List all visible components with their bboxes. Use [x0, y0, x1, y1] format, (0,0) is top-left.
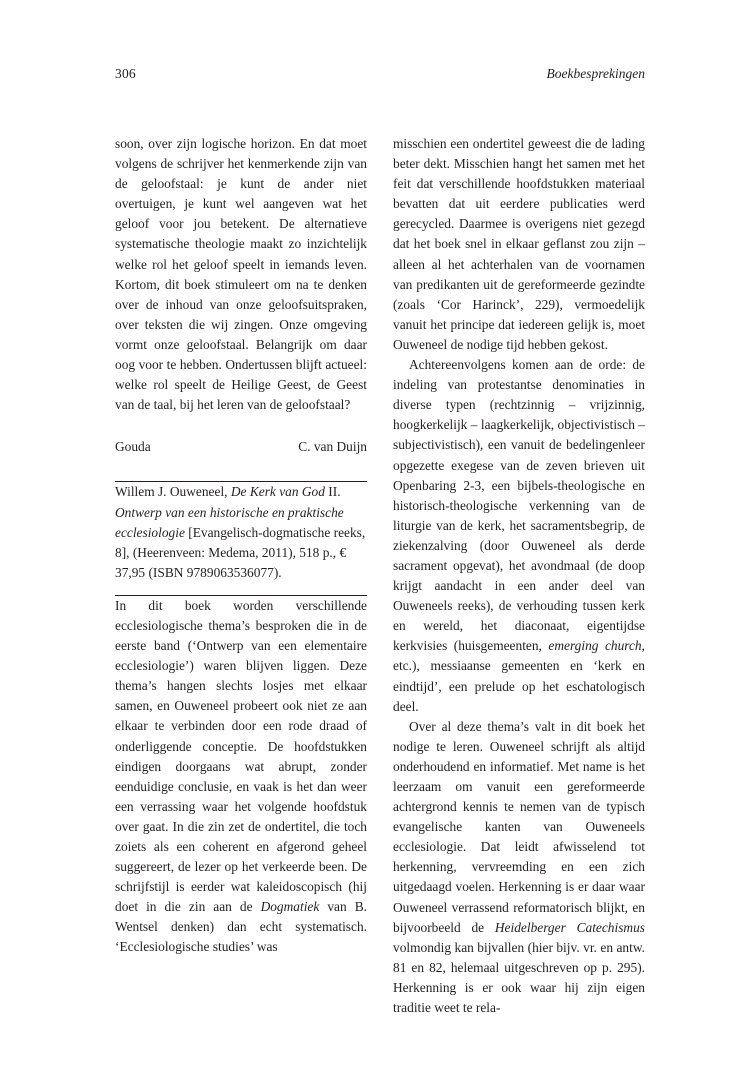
- bib-subtitle: Ontwerp van een historische en praktische ecclesiologie: [115, 504, 344, 540]
- right-column: [393, 134, 645, 1018]
- bib-title: De Kerk van God: [230, 484, 325, 500]
- p4-text-end: volmondig kan bijvallen (hier bijv. vr. en antw. 81 en 82, helemaal uitgeschreven op p. 295). Herkenning is er ook waar hij zijn eigen traditie weet te rela-: [393, 939, 645, 1016]
- page-number: 306: [115, 66, 136, 81]
- previous-review-ending: soon, over zijn logische horizon. En dat moet volgens de schrijver het kenmerkende zijn van de geloofstaal: je kunt de ander niet overtuigen, je kunt wel aangeven wat het geloof voor jou betekent. De alternatieve systematische theologie maakt zo inzichtelijk welke rol het geloof speelt in iemands leven. Kortom, dit boek stimuleert om na te denken over de inhoud van onze geloofsuitspraken, over teksten die wij zingen. Onze omgeving vormt onze geloofstaal. Belangrijk om daar oog voor te hebben. Ondertussen blijft actueel: welke rol speelt de Heilige Geest, de Geest van de taal, bij het leren van de geloofstaal?: [115, 136, 367, 413]
- review-text: In dit boek worden verschillende ecclesiologische thema’s besproken die in de eerste band (‘Ontwerp van een elementaire ecclesiologie’) waren blijven liggen. Deze thema’s hangen slechts losjes met elkaar samen, en Ouweneel probeert ook niet ze aan elkaar te verbinden door een rode draad of onderliggende conceptie. De hoofdstukken eindigen doorgaans wat abrupt, zonder eenduidige conclusie, en vaak is het dan weer een verrassing waar het volgende hoofdstuk over gaat. In die zin zet de ondertitel, die toch zoiets als een coherent en afgerond geheel suggereert, de lezer op het verkeerde been. De schrijfstijl is eerder wat kaleidoscopisch (hij doet in die zin aan de: [115, 597, 367, 915]
- left-column: [115, 134, 367, 958]
- review-signature: [115, 437, 367, 457]
- running-head: Boekbesprekingen: [546, 66, 645, 81]
- p4-italic: Heidelberger Catechismus: [494, 919, 646, 935]
- bib-volume: II.: [324, 484, 341, 500]
- p3-text: Achtereenvolgens komen aan de orde: de indeling van protestantse denominaties in diverse typen (rechtzinnig – vrijzinnig, hoogkerkelijk – laagkerkelijk, objectivistisch – subjectivistisch), een vanuit de bedelingenleer opgezette exegese van de zeven brieven uit Openbaring 2-3, een bijbels-theologische en historisch-theologische verkenning van de liturgie van de kerk, het sacramentsbegrip, de ziekenzalving (door Ouweneel als derde sacrament opgevat), het avondmaal (de doop krijgt aandacht in een ander deel van Ouweneels reeks), de verhouding tussen kerk en wereld, het diaconaat, eigentijdse kerkvisies (huisgemeenten,: [393, 357, 645, 654]
- p4-text: Over al deze thema’s valt in dit boek het nodige te leren. Ouweneel schrijft als altijd onderhoudend en informatief. Met name is het leerzaam om vanuit een gereformeerde achtergrond kennis te nemen van de typisch evangelische kanten van Ouweneels ecclesiologie. Dat leidt afwisselend tot herkenning, vervreemding en een zich uitgedaagd voelen. Herkenning is er daar waar Ouweneel verrassend reformatorisch blijkt, en bijvoorbeeld de: [393, 718, 645, 935]
- review-paragraph-3: [393, 355, 645, 717]
- review-text-end: van B. Wentsel denken) dan echt systematisch. ‘Ecclesiologische studies’ was: [115, 899, 367, 955]
- bib-author: Willem J. Ouweneel,: [115, 484, 231, 500]
- p3-italic: emerging church: [548, 638, 642, 654]
- review-paragraph-1: [115, 596, 367, 958]
- review-italic-dogmatiek: Dogmatiek: [260, 899, 320, 915]
- signature-reviewer: C. van Duijn: [298, 439, 367, 455]
- bibliographic-entry: [115, 482, 367, 582]
- bib-series: [Evangelisch-dogmatische reeks, 8], (Heerenveen: Medema, 2011), 518 p., € 37,95 (ISBN 9789063536077).: [115, 524, 366, 580]
- signature-place: Gouda: [115, 439, 151, 455]
- p3-text-end: , etc.), messiaanse gemeenten en ‘kerk en eindtijd’, een prelude op het eschatologisch deel.: [393, 638, 645, 714]
- review-paragraph-2: misschien een ondertitel geweest die de lading beter dekt. Misschien hangt het samen met het feit dat verschillende hoofdstukken materiaal bevatten dat uit eerdere publicaties werd gerecycled. Daarmee is overigens niet gezegd dat het boek snel in elkaar geflanst zou zijn – alleen al het achterhalen van de voornamen van predikanten uit de gereformeerde gezindte (zoals ‘Cor Harinck’, 229), vermoedelijk vanuit het principe dat iedereen gelijk is, moet Ouweneel de nodige tijd hebben gekost.: [393, 136, 645, 352]
- review-paragraph-4: [393, 717, 645, 1018]
